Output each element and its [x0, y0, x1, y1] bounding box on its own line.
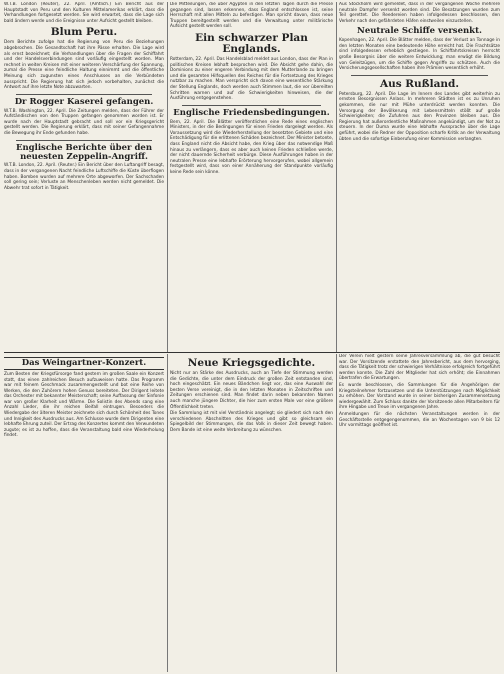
article-text: Anmeldungen für die nächsten Veranstaltungen werden in der Geschäftsstelle entgegengenommen, die an Wochentagen von 9 bis 12 Uhr vormittags geöffnet ist. — [339, 411, 500, 429]
article-text: W.T.B. London (Reuter), 22. April. (Amtlich.) Ein Bericht aus der Hauptstadt von Peru und den Kulturen Mittelamerikas erklärt, dass die Verhandlungen fortgesetzt werden. Sie wird erwartet, dass die Lage sich bald ändern werde und die Ereignisse unter Aufsicht gestellt bleiben. — [4, 2, 164, 24]
article-text: Bern, 22. April. Die Blätter veröffentlichen eine Rede eines englischen Ministers, in der die Bedingungen für einen Frieden dargelegt werden. Als Voraussetzung wird die Wiederherstellung der besetzten Gebiete und eine Entschädigung für die erlittenen Schäden bezeichnet. Der Minister betonte, dass England nicht die Absicht habe, den Krieg über das notwendige Maß hinaus zu verlängern, dass es aber auch keinen Frieden schließen werde, der nicht dauernde Sicherheit verbürge. Diese Ausführungen haben in der neutralen Presse eine lebhafte Erörterung hervorgerufen, wobei allgemein festgestellt wird, dass von einer Annäherung der Standpunkte vorläufig keine Rede sein könne. — [170, 119, 333, 176]
column-rule — [336, 2, 337, 352]
article-text: Kopenhagen, 22. April. Die Blätter melden, dass der Verlust an Tonnage in den letzten Monaten eine bedeutende Höhe erreicht hat. Die Frachtsätze sind infolgedessen erheblich gestiegen. In Schiffahrtskreisen herrscht große Besorgnis über die weitere Entwicklung; man erwägt die Bildung von Geleitzügen, um die Schiffe gegen Angriffe zu schützen. Auch die Versicherungsgesellschaften haben ihre Prämien wesentlich erhöht. — [339, 38, 500, 72]
headline-russland: Aus Rußland. — [379, 77, 460, 90]
bottom-column-3 — [339, 354, 500, 672]
column-1 — [4, 2, 164, 352]
bottom-section — [4, 354, 500, 672]
headline-blum-peru: Blum Peru. — [50, 26, 118, 39]
column-rule — [167, 354, 168, 672]
column-rule — [336, 354, 337, 672]
article-text: Aus Stockholm wird gemeldet, dass in der vergangenen Woche mehrere neutrale Dampfer versenkt worden sind. Die Besatzungen wurden zum Teil gerettet. Die Reedereien haben infolgedessen beschlossen, den Verkehr nach den gefährdeten Häfen einstweilen einzustellen. — [339, 2, 500, 24]
separator — [16, 94, 152, 95]
column-3 — [339, 2, 500, 352]
headline-plan-englands: Ein schwarzer Plan Englands. — [195, 31, 308, 55]
headline-weingartner-konzert: Das Weingartner-Konzert. — [4, 357, 164, 370]
column-rule — [167, 2, 168, 352]
article-text: Rotterdam, 22. April. Das Handelsblad meldet aus London, dass der Plan in politischen Kreisen lebhaft besprochen wird. Die Absicht gehe dahin, die Dominions zu einer engeren Verbindung mit dem Mutterlande zu bringen und die gesamten Hilfsquellen des Reiches für die Fortsetzung des Krieges nutzbar zu machen. Man verspricht sich davon eine wesentliche Stärkung der Stellung Englands, doch werden auch Stimmen laut, die vor übereilten Schritten warnen und auf die Schwierigkeiten hinweisen, die der Ausführung entgegenstehen. — [170, 57, 333, 102]
bottom-column-1 — [4, 354, 164, 672]
article-text: Zum Besten der Kriegsfürsorge fand gestern im großen Saale ein Konzert statt, das einen zahlreichen Besuch aufzuweisen hatte. Das Programm war mit feinem Geschmack zusammengestellt und bot eine Reihe von Werken, die den Zuhörern hohen Genuss bereiteten. Der Dirigent leitete das Orchester mit bekannter Meisterschaft; seine Auffassung der Sinfonie war von großer Klarheit und Wärme. Die Solistin des Abends sang eine Anzahl Lieder, die ihr reichen Beifall eintrugen. Besonders die Wiedergabe der älteren Meister zeichnete sich durch Schönheit des Tones und Innigkeit des Ausdrucks aus. Am Schlusse wurde dem Dirigenten eine lebhafte Ehrung zuteil. Der Ertrag des Konzertes kommt den Verwundeten zugute; es ist zu hoffen, dass die Veranstaltung bald eine Wiederholung findet. — [4, 371, 164, 439]
separator — [182, 105, 321, 106]
headline-kaserei: Dr Rogger Kaserei gefangen. — [14, 96, 154, 107]
headline-friedensbedingungen: Englische Friedensbedingungen. — [173, 107, 330, 118]
separator — [16, 140, 152, 141]
article-text: Petersburg, 22. April. Die Lage im Innern des Landes gibt weiterhin zu ernsten Besorgnissen Anlass. In mehreren Städten ist es zu Unruhen gekommen, die nur mit Mühe unterdrückt werden konnten. Die Versorgung der Bevölkerung mit Lebensmitteln stößt auf große Schwierigkeiten; die Zufuhren aus den Provinzen bleiben aus. Die Regierung hat außerordentliche Maßnahmen angekündigt, um der Not zu steuern. In der Duma wurde eine lebhafte Aussprache über die Lage geführt, wobei die Redner der Opposition scharfe Kritik an der Verwaltung übten und die sofortige Einberufung einer Kommission verlangten. — [339, 91, 500, 142]
article-text: Es wurde beschlossen, die Sammlungen für die Angehörigen der Kriegsteilnehmer fortzusetzen und die Unterstützungen nach Möglichkeit zu erhöhen. Der Vorstand wurde in seiner bisherigen Zusammensetzung wiedergewählt. Zum Schluss dankte der Vorsitzende allen Mitarbeitern für ihre Hingabe und Treue im vergangenen Jahre. — [339, 382, 500, 411]
article-text: Der Verein hielt gestern seine Jahresversammlung ab, die gut besucht war. Der Vorsitzende erstattete den Jahresbericht, aus dem hervorging, dass die Tätigkeit trotz der schwierigen Verhältnisse erfolgreich fortgeführt werden konnte. Die Zahl der Mitglieder hat sich erhöht; die Einnahmen übertrafen die Erwartungen. — [339, 354, 500, 382]
article-text: W.T.B. Washington, 22. April. Die Zeitungen melden, dass der Führer der Aufständischen von den Truppen gefangen genommen worden ist. Er wurde nach der Hauptstadt gebracht und soll vor ein Kriegsgericht gestellt werden. Die Regierung erklärt, dass mit seiner Gefangennahme die Bewegung ihr Ende gefunden habe. — [4, 108, 164, 137]
article-text: Nicht nur an Stärke des Ausdrucks, auch an Tiefe der Stimmung werden die Gedichte, die unter dem Eindruck der großen Zeit entstanden sind, hoch eingeschätzt. Ein neues Bändchen liegt vor, das eine Auswahl der besten Verse vereinigt, die in den letzten Monaten in Zeitschriften und Zeitungen erschienen sind. Man findet darin neben bekannten Namen auch manche jüngere Dichter, die hier zum ersten Male vor eine größere Öffentlichkeit treten. — [170, 371, 333, 410]
article-text: Die Mitteilungen, die über Ägypten in den letzten Tagen durch die Presse gegangen sind, lassen erkennen, dass England entschlossen ist, seine Herrschaft mit allen Mitteln zu befestigen. Man spricht davon, dass neue Truppen bereitgestellt werden und die Verwaltung unter militärische Aufsicht gestellt werden soll. — [170, 2, 333, 30]
section-divider — [4, 352, 500, 353]
article-text: Dem Berichte zufolge hat die Regierung von Peru die Beziehungen abgebrochen. Die Gesandtschaft hat ihre Pässe erhalten. Die Lage wird als ernst bezeichnet; die Verhandlungen über die Fragen der Schiffahrt und der Handelsverbindungen sind vorläufig eingestellt worden. Man rechnet in weiten Kreisen mit einer weiteren Verschärfung der Spannung, zumal die Presse eine feindliche Haltung einnimmt und die öffentliche Meinung sich zugunsten eines Anschlusses an die Verbündeten ausspricht. Die Regierung hat sich jedoch vorbehalten, zunächst die Antwort auf ihre letzte Note abzuwarten. — [4, 40, 164, 91]
headline-kriegsgedichte: Neue Kriegsgedichte. — [187, 357, 316, 369]
top-section — [4, 2, 500, 352]
article-text: W.T.B. London, 22. April. (Reuter.) Ein Bericht über den Luftangriff besagt, dass in der vergangenen Nacht feindliche Luftschiffe die Küste überflogen haben. Bomben wurden auf mehrere Orte abgeworfen. Der Sachschaden soll gering sein; Verluste an Menschenleben werden nicht gemeldet. Die Abwehr trat sofort in Tätigkeit. — [4, 163, 164, 191]
article-text: Die Sammlung ist mit viel Verständnis angelegt; sie gliedert sich nach den verschiedenen Abschnitten des Krieges und gibt so gleichsam ein Spiegelbild der Stimmungen, die das Volk in dieser Zeit bewegt haben. Dem Bande ist eine weite Verbreitung zu wünschen. — [170, 411, 333, 433]
separator — [351, 75, 488, 76]
column-2 — [170, 2, 333, 352]
headline-zeppelin: Englische Berichte über den neuesten Zeppelin-Angriff. — [15, 142, 153, 162]
headline-neutrale-schiffe: Neutrale Schiffe versenkt. — [357, 26, 482, 37]
bottom-column-2 — [170, 354, 333, 672]
